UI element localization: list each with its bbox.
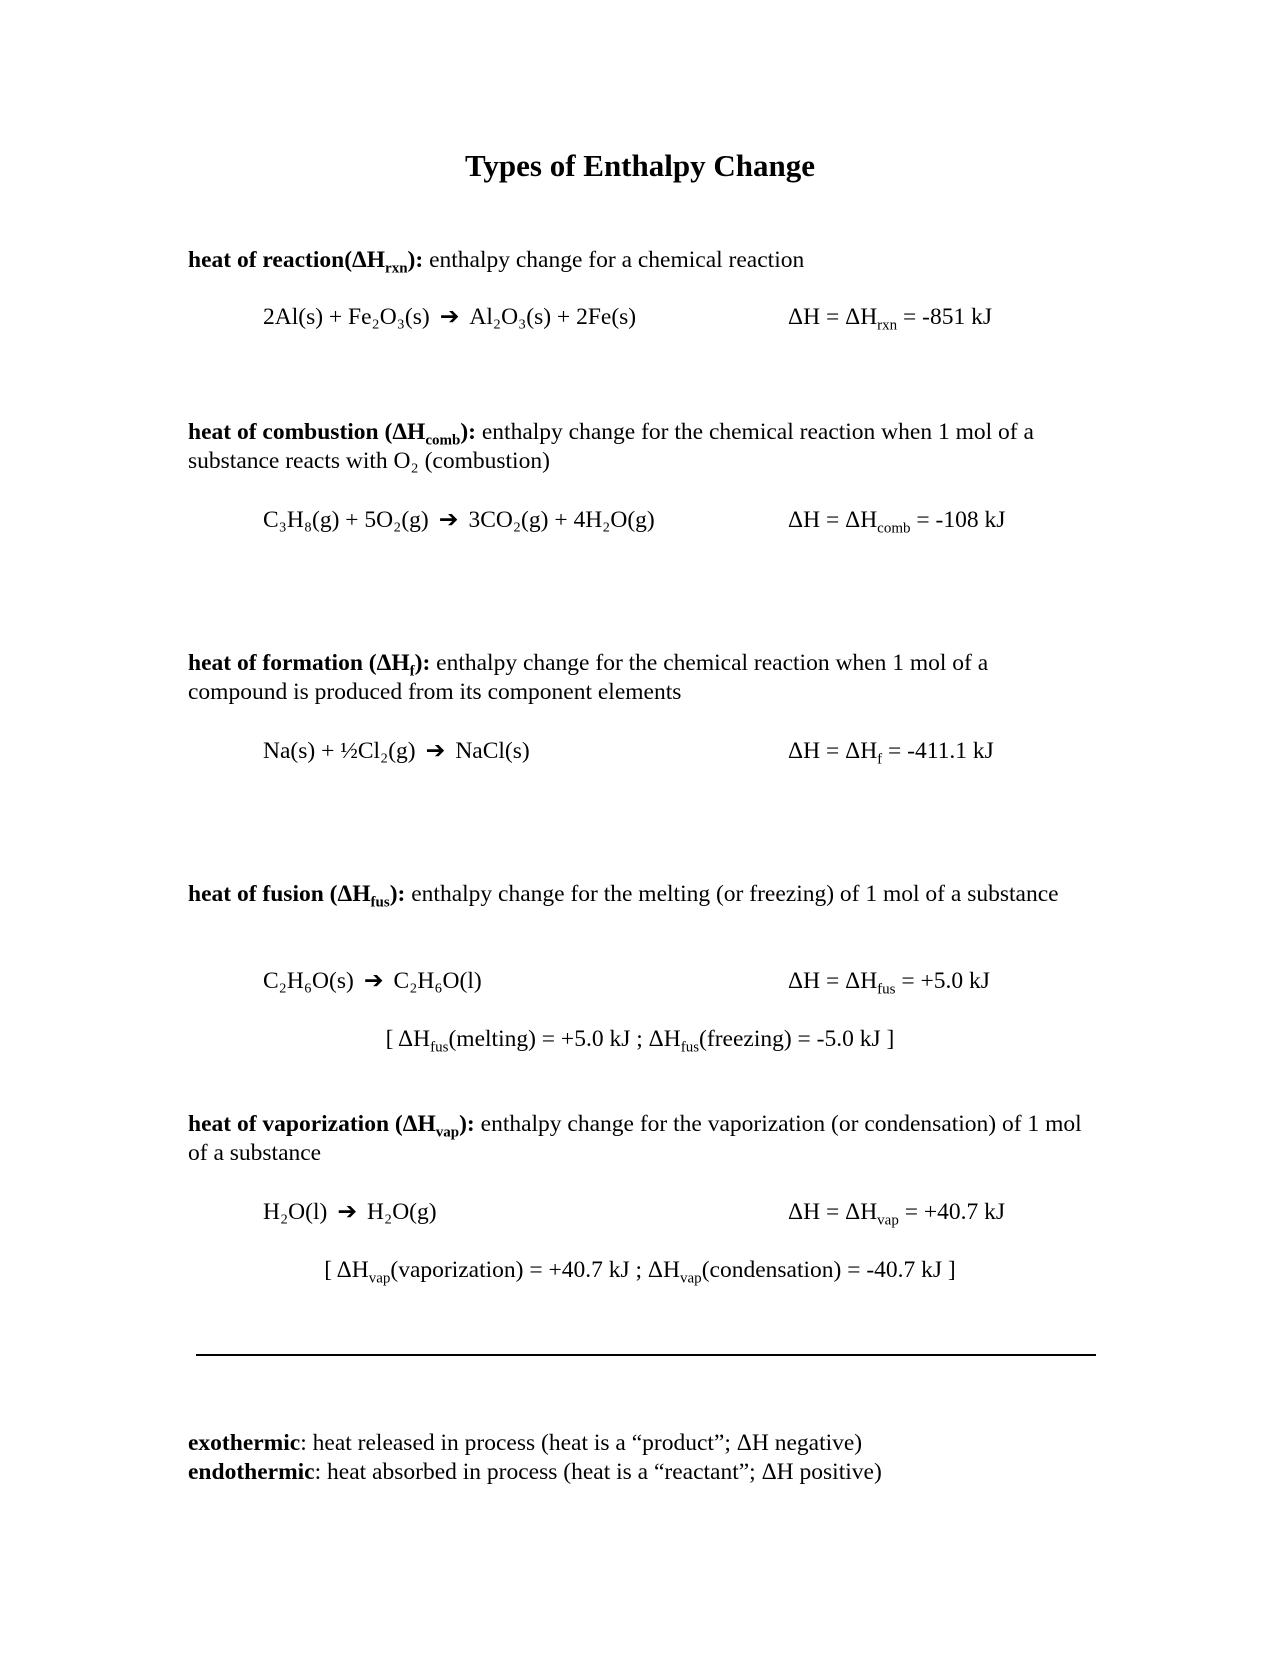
- enthalpy-value-formation: $\Delta H = \Delta H_f = -411.1$ kJ: [788, 738, 994, 768]
- definition-combustion: heat of combustion $(\Delta H_{comb})$: enthalpy change for the chemical reaction when 1 mol of a substance reacts with O₂ (combustion): [188, 419, 1034, 474]
- arrow-icon: ➔: [439, 304, 460, 330]
- term-exothermic: exothermic: [188, 1430, 301, 1456]
- note-fusion: [ $\Delta H_{fus}(melting) = +5.0$ kJ ; $\Delta H_{fus}(freezing) = -5.0$ kJ ]: [385, 1026, 895, 1056]
- arrow-icon: ➔: [425, 738, 446, 764]
- term-combustion: heat of combustion $(\Delta H_{comb})$:: [188, 419, 476, 449]
- endothermic-definition: endothermic: heat absorbed in process (heat is a “reactant”; ΔH positive): [188, 1459, 882, 1485]
- definition-reaction: heat of $reaction(\Delta H_{rxn})$: enthalpy change for a chemical reaction: [188, 247, 805, 277]
- equation-combustion: C₃H₈(g) + 5O₂(g) ➔ 3CO₂(g) + 4H₂O(g): [263, 507, 655, 533]
- term-formation: heat of formation $(\Delta H_f)$:: [188, 650, 431, 680]
- definition-vaporization: heat of vaporization $(\Delta H_{vap})$: enthalpy change for the vaporization (or condensation) of 1 mol of a substance: [188, 1111, 1082, 1166]
- term-reaction: heat of $reaction(\Delta H_{rxn})$:: [188, 247, 424, 277]
- term-fusion: heat of fusion $(\Delta H_{fus})$:: [188, 881, 406, 911]
- arrow-icon: ➔: [438, 507, 459, 533]
- enthalpy-value-reaction: $\Delta H = \Delta H_{rxn} = -851$ kJ: [788, 304, 993, 334]
- equation-formation: Na(s) + ½Cl₂(g) ➔ NaCl(s): [263, 738, 530, 764]
- equation-fusion: C₂H₆O(s) ➔ C₂H₆O(l): [263, 968, 482, 994]
- page-title: Types of Enthalpy Change: [465, 148, 815, 183]
- definition-formation: heat of formation $(\Delta H_f)$: enthalpy change for the chemical reaction when 1 mol of a compound is produced from its component elements: [188, 650, 989, 705]
- enthalpy-value-combustion: $\Delta H = \Delta H_{comb} = -108$ kJ: [788, 507, 1006, 537]
- definition-fusion: heat of fusion $(\Delta H_{fus})$: enthalpy change for the melting (or freezing) of 1 mol of a substance: [188, 881, 1059, 911]
- enthalpy-value-vaporization: $\Delta H = \Delta H_{vap} = +40.7$ kJ: [788, 1199, 1005, 1229]
- note-vaporization: [ $\Delta H_{vap}(vaporization) = +40.7$ kJ ; $\Delta H_{vap}(condensation) = -40.7$ kJ ]: [324, 1257, 956, 1287]
- term-endothermic: endothermic: [188, 1459, 315, 1485]
- exothermic-definition: exothermic: heat released in process (heat is a “product”; ΔH negative): [188, 1430, 863, 1456]
- equation-reaction: 2Al(s) + Fe₂O₃(s) ➔ Al₂O₃(s) + 2Fe(s): [263, 304, 637, 330]
- arrow-icon: ➔: [337, 1199, 358, 1225]
- summary: [188, 1429, 882, 1487]
- enthalpy-value-fusion: $\Delta H = \Delta H_{fus} = +5.0$ kJ: [788, 968, 990, 998]
- divider: [196, 1354, 1096, 1356]
- arrow-icon: ➔: [363, 968, 384, 994]
- term-vaporization: heat of vaporization $(\Delta H_{vap})$:: [188, 1111, 475, 1141]
- equation-vaporization: H₂O(l) ➔ H₂O(g): [263, 1199, 437, 1225]
